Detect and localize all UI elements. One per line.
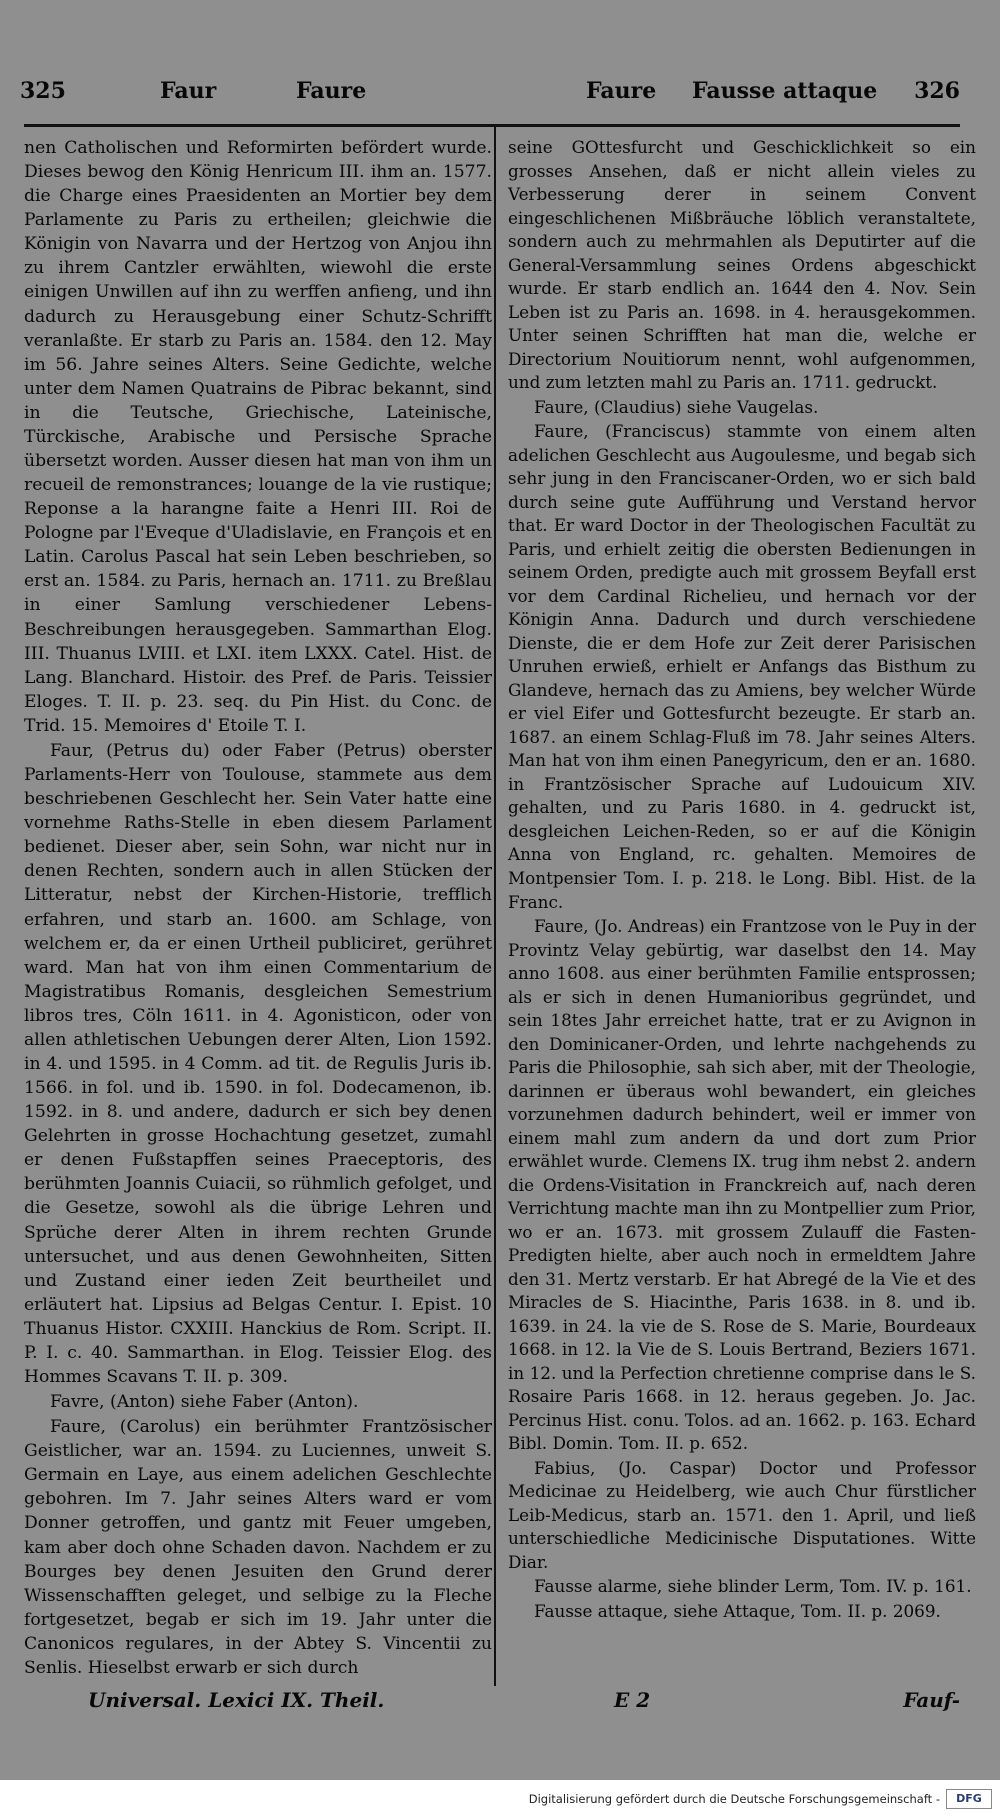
left-column [24,136,492,1681]
paragraph: Fausse alarme, siehe blinder Lerm, Tom. IV. p. 161. [534,1576,972,1597]
page-number-right: 326 [914,78,960,104]
paragraph: Faure, (Carolus) ein berühmter Frantzösischer Geistlicher, war an. 1594. zu Luciennes, unweit S. Germain en Laye, aus einem adelichen Geschlechte gebohren. Im 7. Jahr seines Alters ward er vom Donner getroffen, und gantz mit Feuer umgeben, kam aber doch ohne Schaden davon. Nachdem er zu Bourges bey denen Jesuiten den Grund derer Wissenschafften geleget, und selbige zu la Fleche fortgesetzet, begab er sich im 19. Jahr unter die Canonicos regulares, in der Abtey S. Vincentii zu Senlis. Hieselbst erwarb er sich durch [24,1417,492,1678]
page-footer [24,1688,960,1718]
paragraph: Fabius, (Jo. Caspar) Doctor und Professor Medicinae zu Heidelberg, wie auch Chur fürstlicher Leib-Medicus, starb an. 1571. den 1. April, und ließ unterschiedliche Medicinische Disputationes. Witte Diar. [508,1457,976,1572]
paragraph: Faur, (Petrus du) oder Faber (Petrus) oberster Parlaments-Herr von Toulouse, stammete aus dem beschriebenen Geschlecht her. Sein Vater hatte eine vornehme Raths-Stelle in eben diesem Parlament bedienet. Dieser aber, sein Sohn, war nicht nur in denen Rechten, sondern auch in allen Stücken der Litteratur, nebst der Kirchen-Historie, trefflich erfahren, und starb an. 1600. am Schlage, von welchem er, da er einen Urtheil publiciret, gerühret ward. Man hat von ihm einen Commentarium de Magistratibus Romanis, desgleichen Semestrium libros tres, Cöln 1611. in 4. Agonisticon, oder von allen athletischen Uebungen derer Alten, Lion 1592. in 4. und 1595. in 4 Comm. ad tit. de Regulis Juris ib. 1566. in fol. und ib. 1590. in fol. Dodecamenon, ib. 1592. in 8. und andere, dadurch er sich bey denen Gelehrten in grosse Hochachtung gesetzet, zumahl er denen Fußstapffen seines Praeceptoris, des berühmten Joannis Cuiacii, so rühmlich gefolget, und die Gesetze, sowohl als die übrige Lehren und Sprüche derer Alten in ihrem rechten Grunde untersuchet, und aus denen Gewohnheiten, Sitten und Zustand einer ieden Zeit beurtheilet und erläutert hat. Lipsius ad Belgas Centur. I. Epist. 10 Thuanus Histor. CXXIII. Hanckius de Rom. Script. II. P. I. c. 40. Sammarthan. in Elog. Teissier Elog. des Hommes Scavans T. II. p. 309. [24,740,492,1387]
digitization-credit-bar [0,1780,1000,1816]
dfg-logo: DFG [946,1789,992,1809]
catchword-footer: Fauf- [903,1688,960,1712]
signature-number: E 2 [614,1688,651,1712]
header-rule [24,124,960,127]
catchword-right: Fausse attaque [692,78,878,104]
paragraph: Faure, (Franciscus) stammte von einem alten adelichen Geschlecht aus Augoulesme, und begab sich sehr jung in den Franciscaner-Orden, wo er sich bald durch seine gute Aufführung und Verstand hervor that. Er ward Doctor in der Theologischen Facultät zu Paris, und erhielt zeitig die obersten Bedienungen in seinem Orden, predigte auch mit grossem Beyfall erst vor dem Cardinal Richelieu, und hernach vor der Königin Anna. Dadurch und durch verschiedene Dienste, die er dem Hofe zur Zeit derer Parisischen Unruhen erwieß, erhielt er Anfangs das Bisthum zu Glandeve, hernach das zu Amiens, bey welcher Würde er viel Eifer und Gottesfurcht bezeugte. Er starb an. 1687. an einem Schlag-Fluß im 78. Jahr seines Alters. Man hat von ihm einen Panegyricum, den er an. 1680. in Frantzösischer Sprache auf Ludouicum XIV. gehalten, und zu Paris 1680. in 4. gedruckt ist, desgleichen Leichen-Reden, so er auf die Königin Anna von England, rc. gehalten. Memoires de Montpensier Tom. I. p. 218. le Long. Bibl. Hist. de la Franc. [508,421,976,912]
page-header [20,78,960,114]
paragraph: Favre, (Anton) siehe Faber (Anton). [50,1392,359,1413]
paragraph: seine GOttesfurcht und Geschicklichkeit so ein grosses Ansehen, daß er nicht allein vieles zu Verbesserung derer in seinem Convent eingeschlichenen Mißbräuche löblich veranstaltete, sondern auch zu mehrmahlen als Deputirter auf die General-Versammlung seines Ordens abgeschickt wurde. Er starb endlich an. 1644 den 4. Nov. Sein Leben ist zu Paris an. 1698. in 4. herausgekommen. Unter seinen Schrifften hat man die, welche er Directorium Nouitiorum nennt, wohl aufgenommen, und zum letzten mahl zu Paris an. 1711. gedruckt. [508,137,976,393]
paragraph: Faure, (Jo. Andreas) ein Frantzose von le Puy in der Provintz Velay gebürtig, war daselbst den 14. May anno 1608. aus einer berühmten Familie entsprossen; als er sich in denen Humanioribus gegründet, und sein 18tes Jahr erreichet hatte, trat er zu Avignon in den Dominicaner-Orden, und lehrte nachgehends zu Paris die Philosophie, sah sich aber, mit der Theologie, darinnen er überaus wohl bewandert, ein gleiches vorzunehmen dadurch behindert, weil er immer von einem mahl zum andern da und dort zum Prior erwählet wurde. Clemens IX. trug ihm nebst 2. andern die Ordens-Visitation in Franckreich auf, nach deren Verrichtung machte man ihn zu Montpellier zum Prior, wo er an. 1673. mit grossem Zulauff die Fasten-Predigten hielte, aber auch noch in ermeldtem Jahre den 31. Mertz verstarb. Er hat Abregé de la Vie et des Miracles de S. Hiacinthe, Paris 1638. in 8. und ib. 1639. in 24. la vie de S. Rose de S. Marie, Bourdeaux 1668. in 12. la Vie de S. Louis Bertrand, Beziers 1671. in 12. und la Perfection chretienne comprise dans le S. Rosaire Paris 1668. in 12. heraus gegeben. Jo. Jac. Percinus Hist. conu. Tolos. ad an. 1662. p. 163. Echard Bibl. Domin. Tom. II. p. 652. [508,916,976,1454]
page-number-left: 325 [20,78,66,104]
paragraph: nen Catholischen und Reformirten befördert wurde. Dieses bewog den König Henricum III. ihm an. 1577. die Charge eines Praesidenten an Mortier bey dem Parlamente zu Paris zu ertheilen; gleichwie die Königin von Navarra und der Hertzog von Anjou ihn zu ihrem Cantzler erwählten, wiewohl die erste einigen Unwillen auf ihn zu werffen anfieng, und ihn dadurch zu Herausgebung einer Schutz-Schrifft veranlaßte. Er starb zu Paris an. 1584. den 12. May im 56. Jahre seines Alters. Seine Gedichte, welche unter dem Namen Quatrains de Pibrac bekannt, sind in die Teutsche, Griechische, Lateinische, Türckische, Arabische und Persische Sprache übersetzt worden. Ausser diesen hat man von ihm un recueil de remonstrances; louange de la vie rustique; Reponse a la harangne faite a Henri III. Roi de Pologne par l'Eveque d'Uladislavie, en François et en Latin. Carolus Pascal hat sein Leben beschrieben, so erst an. 1584. zu Paris, hernach an. 1711. zu Breßlau in einer Samlung verschiedener Lebens-Beschreibungen herausgegeben. Sammarthan Elog. III. Thuanus LVIII. et LXI. item LXXX. Catel. Hist. de Lang. Blanchard. Histoir. des Pref. de Paris. Teissier Eloges. T. II. p. 23. seq. du Pin Hist. du Conc. de Trid. 15. Memoires d' Etoile T. I. [24,138,492,736]
column-divider [494,126,496,1686]
paragraph: Faure, (Claudius) siehe Vaugelas. [534,396,819,417]
running-head-right: Faure [586,78,657,104]
catchword-left: Faur [160,78,217,104]
signature-mark: Universal. Lexici IX. Theil. [88,1688,385,1712]
running-head-left: Faure [296,78,367,104]
credit-text: Digitalisierung gefördert durch die Deutsche Forschungsgemeinschaft - [528,1792,940,1806]
right-column [508,136,976,1624]
paragraph: Fausse attaque, siehe Attaque, Tom. II. p. 2069. [534,1600,941,1621]
